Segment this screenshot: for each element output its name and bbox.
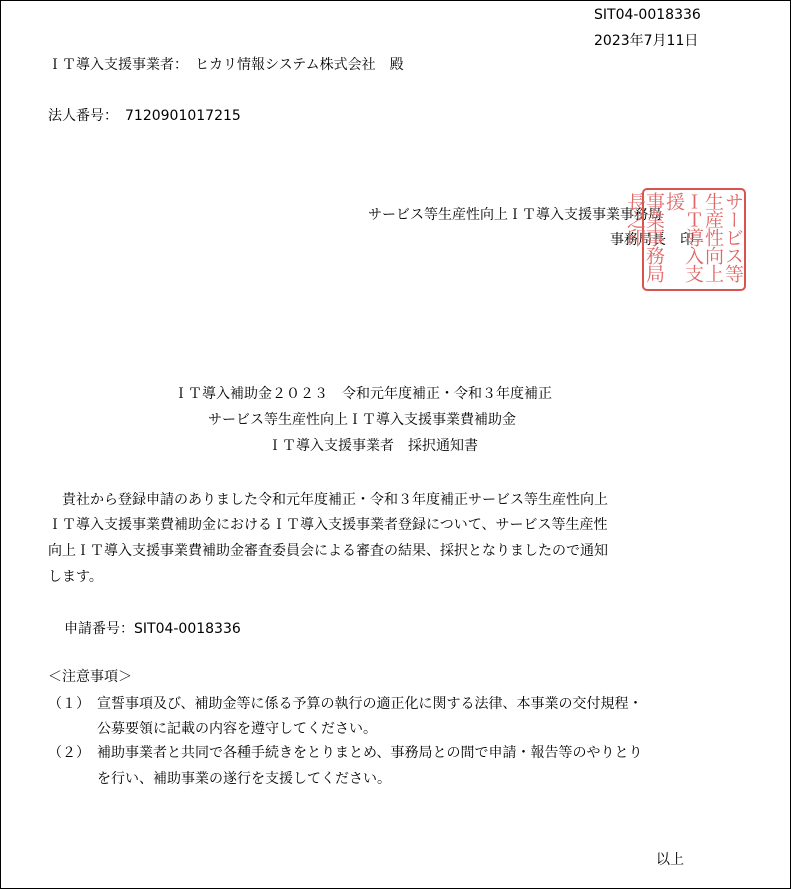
note-item-number: （１） [48,696,90,712]
note-item-text-cont: を行い、補助事業の遂行を支援してください。 [97,771,391,787]
closing-text: 以上 [656,852,684,868]
body-text-line: 向上ＩＴ導入支援事業費補助金審査委員会による審査の結果、採択となりましたので通知 [48,543,608,559]
document-title-line-1: ＩＴ導入補助金２０２３ 令和元年度補正・令和３年度補正 [174,386,552,402]
sender-organization: サービス等生産性向上ＩＴ導入支援事業事務局 [368,207,662,223]
document-date: 2023年7月11日 [594,33,699,49]
body-text-line: ＩＴ導入支援事業費補助金におけるＩＴ導入支援事業者登録について、サービス等生産性 [48,517,608,533]
seal-text-column: 生産性向上 [702,192,724,282]
application-number: 申請番号：SIT04-0018336 [64,621,241,637]
note-item-text: 宣誓事項及び、補助金等に係る予算の執行の適正化に関する法律、本事業の交付規程・ [97,696,643,712]
seal-text-column: ＩＴ導入支援 [663,192,704,282]
document-number: SIT04-0018336 [594,7,701,23]
official-seal-stamp [624,188,746,291]
body-text-line: 貴社から登録申請のありました令和元年度補正・令和３年度補正サービス等生産性向上 [48,492,608,508]
notes-heading: ＜注意事項＞ [48,669,132,685]
document-title-line-3: ＩＴ導入支援事業者 採択通知書 [268,438,478,454]
seal-text-column: サービス等 [722,192,744,282]
document-title-line-2: サービス等生産性向上ＩＴ導入支援事業費補助金 [208,412,516,428]
recipient-line: ＩＴ導入支援事業者： ヒカリ情報システム株式会社 殿 [48,57,404,73]
sender-title: 事務局長 印 [610,232,694,248]
note-item-number: （２） [48,745,90,761]
body-text-line: します。 [48,569,103,585]
note-item-text-cont: 公募要領に記載の内容を遵守してください。 [97,721,377,737]
corporate-number: 法人番号： 7120901017215 [48,108,241,124]
note-item-text: 補助事業者と共同で各種手続きをとりまとめ、事務局との間で申請・報告等のやりとり [97,745,643,761]
seal-text-column: 事業事務局長之印 [624,192,665,282]
